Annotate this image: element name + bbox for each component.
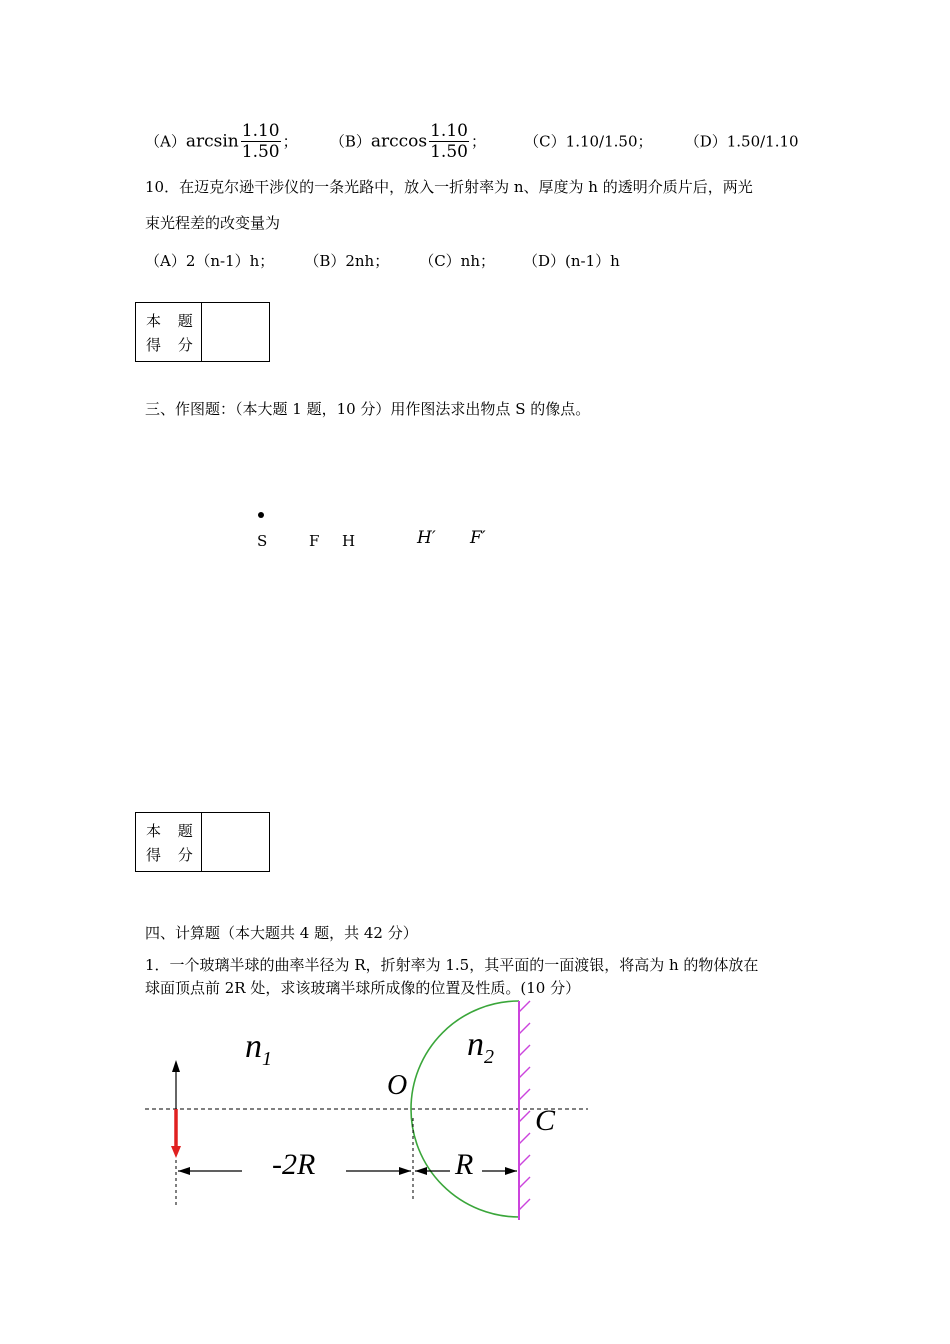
dimension-arrowhead-left (178, 1167, 190, 1175)
q9-option-a-fraction (241, 121, 281, 162)
label-h-prime: H′ (417, 528, 436, 548)
section3-heading: 三、作图题：（本大题 1 题，10 分）用作图法求出物点 S 的像点。 (145, 400, 591, 418)
score-box-value[interactable] (203, 813, 269, 871)
object-point-s-dot (258, 512, 264, 518)
q10-line1: 10．在迈克尔逊干涉仪的一条光路中，放入一折射率为 n、厚度为 h 的透明介质片后，两光 (145, 178, 753, 196)
q9-option-a-numerator: 1.10 (241, 121, 280, 141)
section4-q1-line1: 1．一个玻璃半球的曲率半径为 R，折射率为 1.5，其平面的一面渡银，将高为 h 的物体放在 (145, 956, 759, 974)
q9-option-a-denominator: 1.50 (241, 142, 280, 162)
label-o: O (387, 1070, 408, 1101)
label-f-prime: F′ (470, 528, 486, 548)
q9-option-a-func: arcsin (185, 131, 239, 152)
q9-option-b-fraction (429, 121, 469, 162)
label-n1 (245, 1028, 272, 1071)
label-n1-sub: 1 (262, 1047, 272, 1070)
mirror-hatch (519, 1001, 530, 1210)
q10-option-a: （A）2（n-1）h； (145, 252, 275, 270)
dimension-arrowhead-right (399, 1167, 411, 1175)
r-dimension-arrowhead-right (505, 1167, 517, 1175)
score-box-label (136, 813, 202, 871)
label-f: F (309, 532, 320, 550)
q10-option-c: （C）nh； (419, 252, 496, 270)
q9-option-a-prefix: （A） (145, 132, 186, 151)
label-h: H (342, 532, 356, 550)
label-c: C (535, 1104, 556, 1137)
score-box-label-line1: 本 题 (146, 822, 199, 840)
score-box-label-line2: 得 分 (146, 846, 199, 864)
section4-heading: 四、计算题（本大题共 4 题，共 42 分） (145, 924, 418, 942)
q9-option-b-prefix: （B） (329, 132, 371, 151)
q9-option-a-sep: ； (282, 132, 298, 151)
score-box (135, 812, 270, 872)
image-arrowhead (171, 1146, 181, 1158)
q10-line2: 束光程差的改变量为 (145, 214, 281, 232)
label-n1-main: n (245, 1028, 262, 1065)
label-n2-main: n (467, 1026, 484, 1063)
q9-option-c: （C）1.10/1.50； (524, 132, 653, 151)
label-s: S (257, 532, 268, 550)
label-n2-sub: 2 (484, 1045, 494, 1068)
section4-q1-line2: 球面顶点前 2R 处，求该玻璃半球所成像的位置及性质。(10 分） (145, 979, 581, 997)
q9-option-b-denominator: 1.50 (430, 142, 468, 162)
q9-option-b-func: arccos (370, 131, 428, 152)
score-box-value[interactable] (203, 303, 269, 361)
q9-option-d: （D）1.50/1.10 (684, 132, 799, 151)
q10-options-row (145, 250, 620, 271)
q9-options-row (145, 118, 799, 164)
score-box-label-line2: 得 分 (146, 336, 199, 354)
r-dimension-arrowhead-left (415, 1167, 427, 1175)
q10-option-d: （D）(n-1）h (523, 252, 620, 270)
score-box-label-line1: 本 题 (146, 312, 199, 330)
score-box (135, 302, 270, 362)
label-neg-2r: -2R (272, 1148, 316, 1181)
q9-option-b-numerator: 1.10 (430, 121, 468, 141)
score-box-label (136, 303, 202, 361)
object-arrowhead (172, 1060, 180, 1072)
q10-option-b: （B）2nh； (304, 252, 390, 270)
label-n2 (467, 1026, 494, 1069)
label-r: R (455, 1148, 474, 1181)
q9-option-b-sep: ； (470, 132, 486, 151)
